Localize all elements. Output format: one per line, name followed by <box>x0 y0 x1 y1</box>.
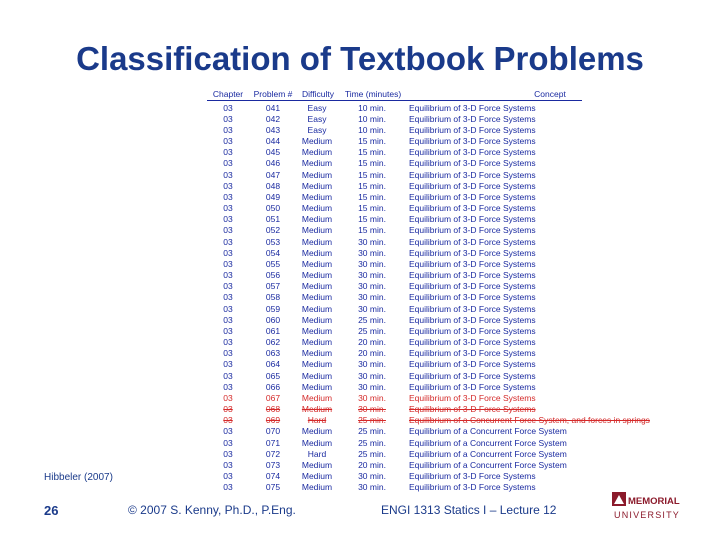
time-cell: 30 min. <box>358 281 386 292</box>
table-row <box>0 337 720 348</box>
header-problem-number: Problem # <box>253 89 293 99</box>
problem-number-cell: 069 <box>265 415 281 426</box>
difficulty-cell: Medium <box>301 370 333 381</box>
chapter-cell: 03 <box>223 203 233 213</box>
table-row <box>0 136 720 147</box>
time-cell: 30 min. <box>358 247 386 258</box>
table-row <box>0 415 720 426</box>
page-number: 26 <box>44 503 59 518</box>
chapter-cell: 03 <box>223 236 233 247</box>
problem-number-cell: 055 <box>265 258 281 269</box>
table-row <box>0 192 720 203</box>
problem-number-cell: 075 <box>265 482 281 493</box>
difficulty-cell: Medium <box>301 337 333 348</box>
chapter-cell: 03 <box>223 392 233 403</box>
chapter-cell: 03 <box>223 426 233 437</box>
copyright-text: © 2007 S. Kenny, Ph.D., P.Eng. <box>128 503 296 517</box>
concept-cell: Equilibrium of 3-D Force Systems <box>409 370 536 381</box>
concept-cell: Equilibrium of 3-D Force Systems <box>409 303 536 314</box>
difficulty-cell: Medium <box>301 471 333 482</box>
problem-number-cell: 067 <box>265 392 281 403</box>
problem-number-cell: 054 <box>265 247 281 258</box>
table-row <box>0 158 720 169</box>
difficulty-cell: Medium <box>301 404 333 415</box>
difficulty-cell: Medium <box>301 325 333 336</box>
problem-number-cell: 071 <box>265 437 281 448</box>
problem-number-cell: 042 <box>265 113 281 124</box>
problem-number-cell: 070 <box>265 426 281 437</box>
table-row <box>0 449 720 460</box>
chapter-cell: 03 <box>223 214 233 225</box>
header-difficulty: Difficulty <box>302 89 334 99</box>
problem-number-cell: 044 <box>265 136 281 146</box>
difficulty-cell: Medium <box>301 136 333 146</box>
time-cell: 30 min. <box>358 236 386 247</box>
chapter-cell: 03 <box>223 102 233 113</box>
chapter-cell: 03 <box>223 448 233 459</box>
table-row <box>0 259 720 270</box>
university-logo <box>612 490 684 524</box>
chapter-cell: 03 <box>223 337 233 348</box>
difficulty-cell: Medium <box>301 203 333 213</box>
table-row <box>0 326 720 337</box>
concept-cell: Equilibrium of 3-D Force Systems <box>409 191 536 202</box>
problem-number-cell: 063 <box>265 348 281 359</box>
time-cell: 30 min. <box>358 370 386 381</box>
problem-number-cell: 052 <box>265 225 281 236</box>
table-row <box>0 292 720 303</box>
table-row <box>0 125 720 136</box>
time-cell: 25 min. <box>358 448 386 459</box>
chapter-cell: 03 <box>223 247 233 258</box>
concept-cell: Equilibrium of 3-D Force Systems <box>409 337 536 348</box>
table-row <box>0 382 720 393</box>
concept-cell: Equilibrium of 3-D Force Systems <box>409 102 536 113</box>
difficulty-cell: Medium <box>301 214 333 225</box>
chapter-cell: 03 <box>223 348 233 359</box>
table-row <box>0 248 720 259</box>
chapter-cell: 03 <box>223 370 233 381</box>
time-cell: 20 min. <box>358 459 386 470</box>
difficulty-cell: Medium <box>301 359 333 370</box>
difficulty-cell: Medium <box>301 348 333 359</box>
table-row <box>0 371 720 382</box>
time-cell: 15 min. <box>358 203 386 213</box>
chapter-cell: 03 <box>223 113 233 124</box>
time-cell: 25 min. <box>358 437 386 448</box>
time-cell: 30 min. <box>358 381 386 392</box>
problem-number-cell: 072 <box>265 448 281 459</box>
table-row <box>0 181 720 192</box>
table-row <box>0 281 720 292</box>
table-row <box>0 103 720 114</box>
difficulty-cell: Medium <box>301 482 333 493</box>
table-header-row <box>0 89 720 100</box>
table-row <box>0 404 720 415</box>
concept-cell: Equilibrium of 3-D Force Systems <box>409 203 536 213</box>
logo-text-top: MEMORIAL <box>628 496 680 507</box>
problem-number-cell: 048 <box>265 180 281 191</box>
difficulty-cell: Medium <box>301 236 333 247</box>
concept-cell: Equilibrium of 3-D Force Systems <box>409 258 536 269</box>
chapter-cell: 03 <box>223 270 233 281</box>
time-cell: 30 min. <box>358 270 386 281</box>
time-cell: 15 min. <box>358 191 386 202</box>
problem-number-cell: 058 <box>265 292 281 303</box>
concept-cell: Equilibrium of a Concurrent Force System, and forces in springs <box>409 415 650 426</box>
concept-cell: Equilibrium of 3-D Force Systems <box>409 158 536 169</box>
concept-cell: Equilibrium of 3-D Force Systems <box>409 404 536 415</box>
difficulty-cell: Medium <box>301 314 333 325</box>
chapter-cell: 03 <box>223 459 233 470</box>
concept-cell: Equilibrium of 3-D Force Systems <box>409 348 536 359</box>
difficulty-cell: Medium <box>301 392 333 403</box>
concept-cell: Equilibrium of 3-D Force Systems <box>409 325 536 336</box>
concept-cell: Equilibrium of a Concurrent Force System <box>409 448 567 459</box>
concept-cell: Equilibrium of 3-D Force Systems <box>409 124 536 135</box>
time-cell: 25 min. <box>358 314 386 325</box>
problem-number-cell: 043 <box>265 124 281 135</box>
concept-cell: Equilibrium of 3-D Force Systems <box>409 136 536 146</box>
concept-cell: Equilibrium of 3-D Force Systems <box>409 247 536 258</box>
difficulty-cell: Medium <box>301 247 333 258</box>
problem-number-cell: 059 <box>265 303 281 314</box>
problem-number-cell: 068 <box>265 404 281 415</box>
table-row <box>0 203 720 214</box>
difficulty-cell: Medium <box>301 225 333 236</box>
concept-cell: Equilibrium of 3-D Force Systems <box>409 180 536 191</box>
table-row <box>0 460 720 471</box>
table-row <box>0 348 720 359</box>
chapter-cell: 03 <box>223 258 233 269</box>
difficulty-cell: Medium <box>301 281 333 292</box>
time-cell: 10 min. <box>358 124 386 135</box>
time-cell: 10 min. <box>358 102 386 113</box>
course-label: ENGI 1313 Statics I – Lecture 12 <box>381 503 557 517</box>
header-concept: Concept <box>534 89 566 99</box>
chapter-cell: 03 <box>223 471 233 482</box>
time-cell: 30 min. <box>358 482 386 493</box>
problem-number-cell: 066 <box>265 381 281 392</box>
difficulty-cell: Medium <box>301 158 333 169</box>
logo-text-bottom: UNIVERSITY <box>614 510 681 520</box>
time-cell: 15 min. <box>358 214 386 225</box>
time-cell: 25 min. <box>358 415 386 426</box>
time-cell: 30 min. <box>358 258 386 269</box>
time-cell: 20 min. <box>358 348 386 359</box>
problem-number-cell: 045 <box>265 147 281 158</box>
chapter-cell: 03 <box>223 359 233 370</box>
time-cell: 30 min. <box>358 303 386 314</box>
chapter-cell: 03 <box>223 180 233 191</box>
chapter-cell: 03 <box>223 292 233 303</box>
problem-number-cell: 051 <box>265 214 281 225</box>
problem-number-cell: 074 <box>265 471 281 482</box>
difficulty-cell: Easy <box>307 124 327 135</box>
time-cell: 30 min. <box>358 292 386 303</box>
difficulty-cell: Medium <box>301 426 333 437</box>
concept-cell: Equilibrium of a Concurrent Force System <box>409 437 567 448</box>
difficulty-cell: Medium <box>301 292 333 303</box>
difficulty-cell: Medium <box>301 169 333 180</box>
difficulty-cell: Medium <box>301 437 333 448</box>
difficulty-cell: Hard <box>307 415 327 426</box>
difficulty-cell: Medium <box>301 180 333 191</box>
table-row <box>0 270 720 281</box>
concept-cell: Equilibrium of 3-D Force Systems <box>409 314 536 325</box>
concept-cell: Equilibrium of 3-D Force Systems <box>409 381 536 392</box>
header-chapter: Chapter <box>212 89 244 99</box>
table-row <box>0 315 720 326</box>
difficulty-cell: Medium <box>301 303 333 314</box>
source-citation: Hibbeler (2007) <box>44 472 113 483</box>
concept-cell: Equilibrium of 3-D Force Systems <box>409 270 536 281</box>
table-row <box>0 426 720 437</box>
difficulty-cell: Medium <box>301 459 333 470</box>
problem-number-cell: 062 <box>265 337 281 348</box>
time-cell: 30 min. <box>358 471 386 482</box>
problem-number-cell: 065 <box>265 370 281 381</box>
table-row <box>0 147 720 158</box>
chapter-cell: 03 <box>223 158 233 169</box>
chapter-cell: 03 <box>223 482 233 493</box>
table-row <box>0 438 720 449</box>
table-row <box>0 225 720 236</box>
time-cell: 30 min. <box>358 404 386 415</box>
problem-number-cell: 061 <box>265 325 281 336</box>
chapter-cell: 03 <box>223 124 233 135</box>
chapter-cell: 03 <box>223 404 233 415</box>
table-row <box>0 304 720 315</box>
time-cell: 25 min. <box>358 325 386 336</box>
concept-cell: Equilibrium of 3-D Force Systems <box>409 225 536 236</box>
concept-cell: Equilibrium of 3-D Force Systems <box>409 281 536 292</box>
table-row <box>0 114 720 125</box>
header-time: Time (minutes) <box>344 89 402 99</box>
concept-cell: Equilibrium of 3-D Force Systems <box>409 292 536 303</box>
difficulty-cell: Easy <box>307 102 327 113</box>
chapter-cell: 03 <box>223 314 233 325</box>
time-cell: 30 min. <box>358 359 386 370</box>
concept-cell: Equilibrium of 3-D Force Systems <box>409 359 536 370</box>
time-cell: 20 min. <box>358 337 386 348</box>
chapter-cell: 03 <box>223 136 233 146</box>
concept-cell: Equilibrium of a Concurrent Force System <box>409 459 567 470</box>
concept-cell: Equilibrium of 3-D Force Systems <box>409 169 536 180</box>
chapter-cell: 03 <box>223 381 233 392</box>
problem-number-cell: 050 <box>265 203 281 213</box>
time-cell: 15 min. <box>358 147 386 158</box>
table-row <box>0 359 720 370</box>
problem-number-cell: 046 <box>265 158 281 169</box>
time-cell: 15 min. <box>358 225 386 236</box>
concept-cell: Equilibrium of 3-D Force Systems <box>409 147 536 158</box>
problem-number-cell: 073 <box>265 459 281 470</box>
time-cell: 25 min. <box>358 426 386 437</box>
chapter-cell: 03 <box>223 415 233 426</box>
table-row <box>0 214 720 225</box>
concept-cell: Equilibrium of 3-D Force Systems <box>409 214 536 225</box>
problem-number-cell: 057 <box>265 281 281 292</box>
concept-cell: Equilibrium of a Concurrent Force System <box>409 426 567 437</box>
difficulty-cell: Medium <box>301 147 333 158</box>
chapter-cell: 03 <box>223 325 233 336</box>
chapter-cell: 03 <box>223 281 233 292</box>
problem-number-cell: 049 <box>265 191 281 202</box>
table-row <box>0 170 720 181</box>
problem-number-cell: 053 <box>265 236 281 247</box>
chapter-cell: 03 <box>223 437 233 448</box>
difficulty-cell: Medium <box>301 270 333 281</box>
chapter-cell: 03 <box>223 225 233 236</box>
time-cell: 15 min. <box>358 158 386 169</box>
chapter-cell: 03 <box>223 303 233 314</box>
table-row <box>0 237 720 248</box>
slide-title: Classification of Textbook Problems <box>76 40 644 77</box>
difficulty-cell: Easy <box>307 113 327 124</box>
concept-cell: Equilibrium of 3-D Force Systems <box>409 113 536 124</box>
problem-number-cell: 047 <box>265 169 281 180</box>
difficulty-cell: Medium <box>301 258 333 269</box>
problem-number-cell: 060 <box>265 314 281 325</box>
header-divider <box>207 100 582 101</box>
problem-number-cell: 056 <box>265 270 281 281</box>
time-cell: 10 min. <box>358 113 386 124</box>
time-cell: 15 min. <box>358 180 386 191</box>
table-row <box>0 393 720 404</box>
time-cell: 15 min. <box>358 136 386 146</box>
time-cell: 15 min. <box>358 169 386 180</box>
difficulty-cell: Medium <box>301 381 333 392</box>
concept-cell: Equilibrium of 3-D Force Systems <box>409 471 536 482</box>
time-cell: 30 min. <box>358 392 386 403</box>
chapter-cell: 03 <box>223 169 233 180</box>
difficulty-cell: Hard <box>307 448 327 459</box>
concept-cell: Equilibrium of 3-D Force Systems <box>409 392 536 403</box>
problem-number-cell: 064 <box>265 359 281 370</box>
problem-number-cell: 041 <box>265 102 281 113</box>
difficulty-cell: Medium <box>301 191 333 202</box>
concept-cell: Equilibrium of 3-D Force Systems <box>409 482 536 493</box>
concept-cell: Equilibrium of 3-D Force Systems <box>409 236 536 247</box>
chapter-cell: 03 <box>223 147 233 158</box>
chapter-cell: 03 <box>223 191 233 202</box>
